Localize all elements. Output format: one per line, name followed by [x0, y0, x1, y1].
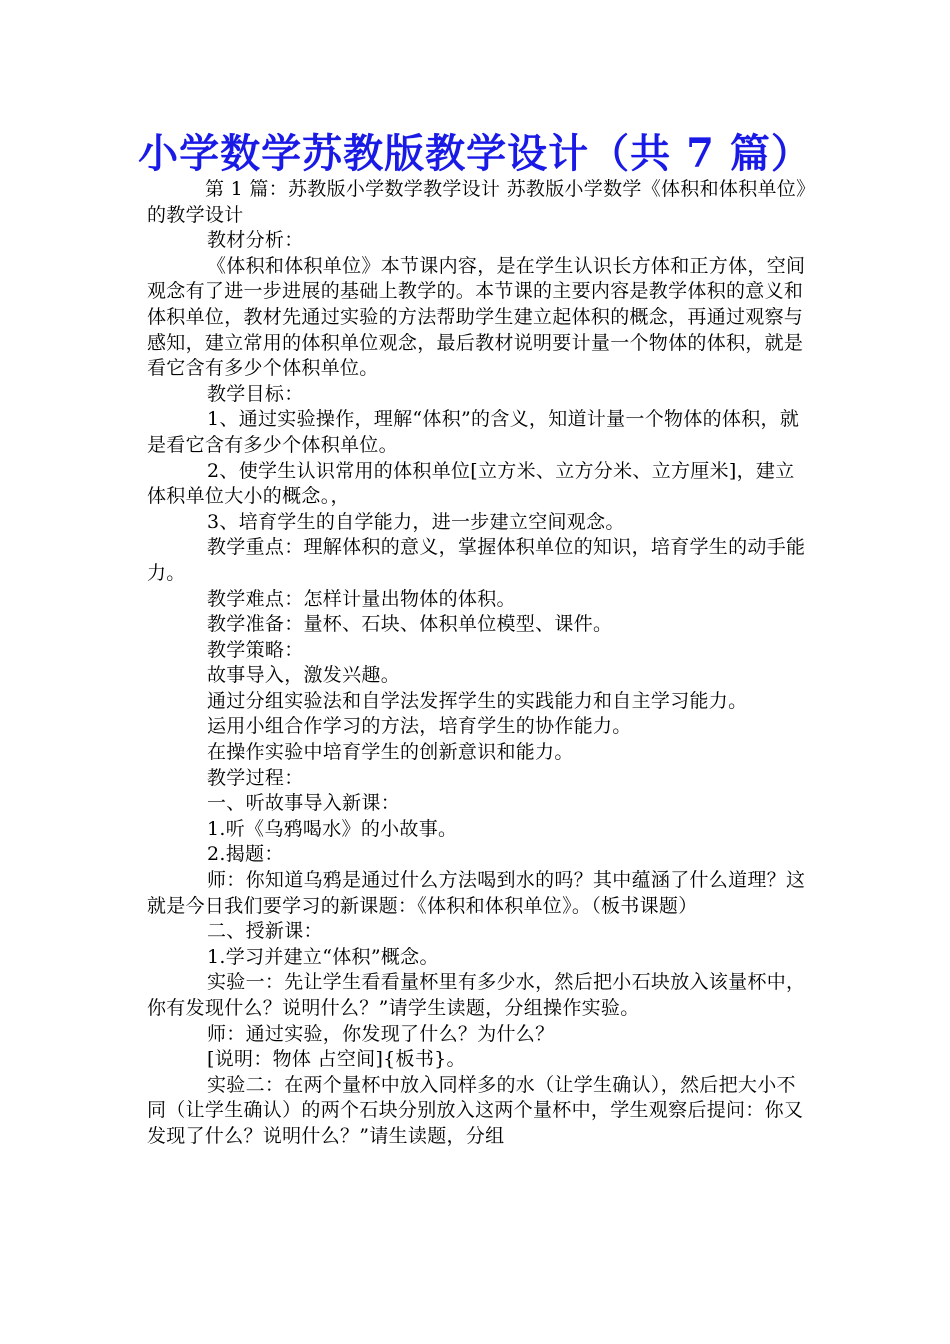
paragraph: 实验一：先让学生看看量杯里有多少水，然后把小石块放入该量杯中，你有发现什么？说明什么？”请学生读题，分组操作实验。 — [147, 971, 806, 1019]
paragraph: 1.听《乌鸦喝水》的小故事。 — [207, 817, 458, 840]
paragraph: 教学策略： — [207, 638, 304, 661]
paragraph: 二、授新课： — [207, 920, 323, 943]
paragraph: 1.学习并建立“体积”概念。 — [207, 945, 439, 968]
document-title: 小学数学苏教版教学设计（共 7 篇） — [138, 130, 812, 177]
paragraph: 教材分析： — [207, 229, 304, 252]
paragraph: 教学目标： — [207, 382, 304, 405]
paragraph: 2、使学生认识常用的体积单位[立方米、立方分米、立方厘米]，建立体积单位大小的概念。， — [147, 459, 795, 508]
document-body — [147, 177, 812, 1150]
paragraph: 教学难点：怎样计量出物体的体积。 — [207, 587, 516, 610]
paragraph: 运用小组合作学习的方法，培育学生的协作能力。 — [207, 715, 632, 738]
paragraph: 2.揭题： — [207, 843, 284, 866]
paragraph: 通过分组实验法和自学法发挥学生的实践能力和自主学习能力。 — [207, 689, 748, 712]
paragraph: 《体积和体积单位》本节课内容，是在学生认识长方体和正方体，空间观念有了进一步进展的基础上教学的。本节课的主要内容是教学体积的意义和体积单位，教材先通过实验的方法帮助学生建立起体积的概念，再通过观察与感知，建立常用的体积单位观念，最后教材说明要计量一个物体的体积，就是看它含有多少个体积单位。 — [147, 254, 806, 380]
paragraph: 故事导入，激发兴趣。 — [207, 664, 401, 687]
paragraph: 教学重点：理解体积的意义，掌握体积单位的知识，培育学生的动手能力。 — [147, 536, 806, 584]
paragraph: 在操作实验中培育学生的创新意识和能力。 — [207, 741, 574, 764]
paragraph: 第 1 篇：苏教版小学数学教学设计 苏教版小学数学《体积和体积单位》的教学设计 — [147, 178, 806, 226]
paragraph: 师：通过实验，你发现了什么？为什么？ — [207, 1022, 555, 1045]
paragraph: 实验二：在两个量杯中放入同样多的水（让学生确认），然后把大小不同（让学生确认）的两个石块分别放入这两个量杯中，学生观察后提问：你又发现了什么？说明什么？”请生读题，分组 — [147, 1073, 804, 1147]
paragraph: 教学准备：量杯、石块、体积单位模型、课件。 — [207, 613, 613, 636]
paragraph: 教学过程： — [207, 766, 304, 789]
paragraph: 3、培育学生的自学能力，进一步建立空间观念。 — [207, 510, 625, 533]
paragraph: 一、听故事导入新课： — [207, 792, 401, 815]
paragraph: 1、通过实验操作，理解“体积”的含义，知道计量一个物体的体积，就是看它含有多少个体积单位。 — [147, 408, 800, 456]
paragraph: 师：你知道乌鸦是通过什么方法喝到水的吗？其中蕴涵了什么道理？这就是今日我们要学习的新课题：《体积和体积单位》。（板书课题） — [147, 869, 806, 917]
paragraph: [说明：物体 占空间]{板书}。 — [207, 1048, 466, 1071]
